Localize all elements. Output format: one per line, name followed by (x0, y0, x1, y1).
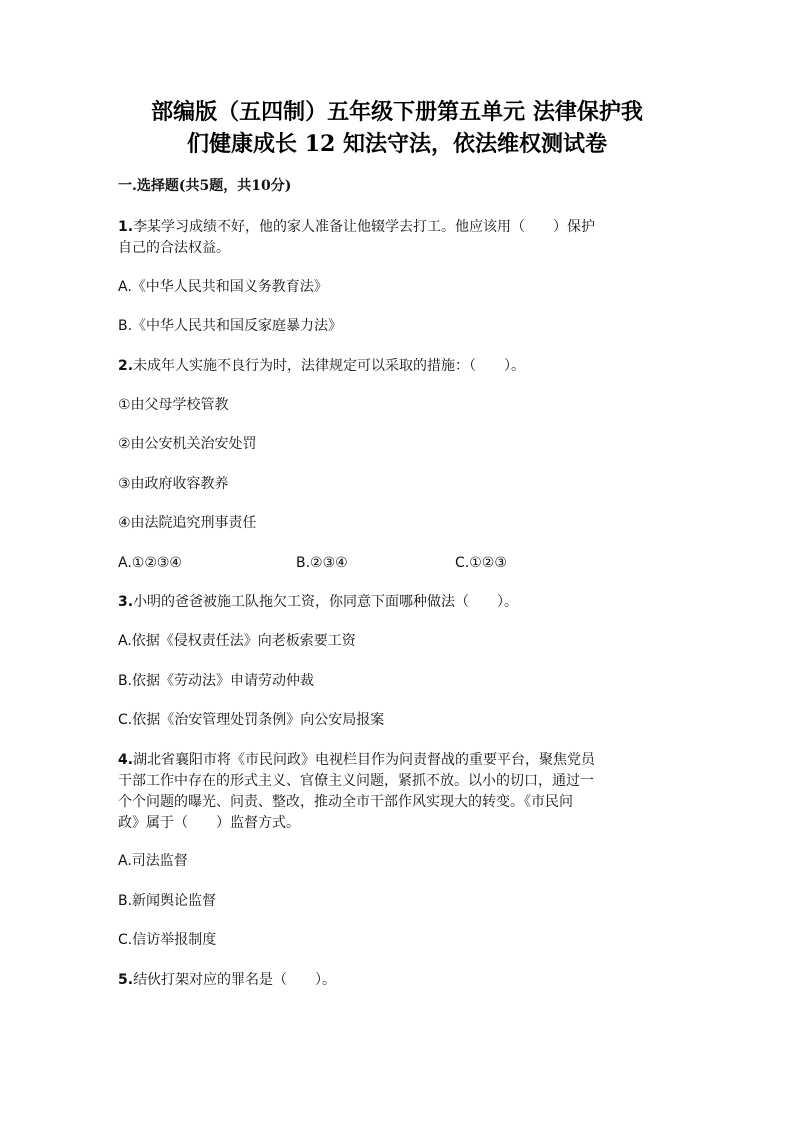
question-text: 湖北省襄阳市将《市民问政》电视栏目作为问责督战的重要平台，聚焦党员 (133, 752, 596, 768)
q3-option-c: C.依据《治安管理处罚条例》向公安局报案 (118, 712, 385, 728)
q2-item-4: ④由法院追究刑事责任 (118, 515, 257, 531)
q1-option-a: A.《中华人民共和国义务教育法》 (118, 279, 328, 295)
q3-option-b: B.依据《劳动法》申请劳动仲裁 (118, 673, 315, 689)
q4-option-b: B.新闻舆论监督 (118, 893, 217, 909)
question-number: 4. (118, 752, 134, 768)
page-title-line-2: 们健康成长 12 知法守法，依法维权测试卷 (187, 131, 607, 157)
question-4-line-2: 干部工作中存在的形式主义、官僚主义问题，紧抓不放。以小的切口，通过一 (118, 773, 594, 789)
question-4-line-4: 政》属于（ ）监督方式。 (118, 815, 300, 831)
section-heading: 一.选择题(共5题，共10分) (118, 178, 292, 194)
question-1 (118, 217, 595, 237)
q2-options (118, 553, 507, 573)
question-2 (118, 356, 525, 376)
question-4 (118, 750, 595, 770)
q2-option-b: B.②③④ (296, 555, 348, 571)
question-1-continued: 自己的合法权益。 (118, 240, 230, 256)
q2-item-1: ①由父母学校管教 (118, 397, 229, 413)
q4-option-a: A.司法监督 (118, 853, 188, 869)
question-number: 1. (118, 219, 134, 235)
question-number: 3. (118, 594, 134, 610)
q4-option-c: C.信访举报制度 (118, 932, 217, 948)
question-number: 2. (118, 358, 134, 374)
page-title-line-1: 部编版（五四制）五年级下册第五单元 法律保护我 (151, 99, 643, 125)
q2-item-2: ②由公安机关治安处罚 (118, 436, 257, 452)
question-4-line-3: 个个问题的曝光、问责、整改，推动全市干部作风实现大的转变。《市民问 (118, 794, 573, 810)
question-3 (118, 592, 518, 612)
question-text: 小明的爸爸被施工队拖欠工资，你同意下面哪种做法（ ）。 (133, 594, 519, 610)
q3-option-a: A.依据《侵权责任法》向老板索要工资 (118, 633, 356, 649)
q2-option-c: C.①②③ (455, 555, 507, 571)
q2-item-3: ③由政府收容教养 (118, 476, 229, 492)
question-text: 未成年人实施不良行为时，法律规定可以采取的措施：（ ）。 (133, 358, 526, 374)
question-number: 5. (118, 972, 134, 988)
question-5 (118, 970, 336, 990)
q1-option-b: B.《中华人民共和国反家庭暴力法》 (118, 318, 343, 334)
question-text: 结伙打架对应的罪名是（ ）。 (133, 972, 337, 988)
question-text: 李某学习成绩不好，他的家人准备让他辍学去打工。他应该用（ ）保护 (133, 219, 596, 235)
q2-option-a: A.①②③④ (118, 555, 182, 571)
